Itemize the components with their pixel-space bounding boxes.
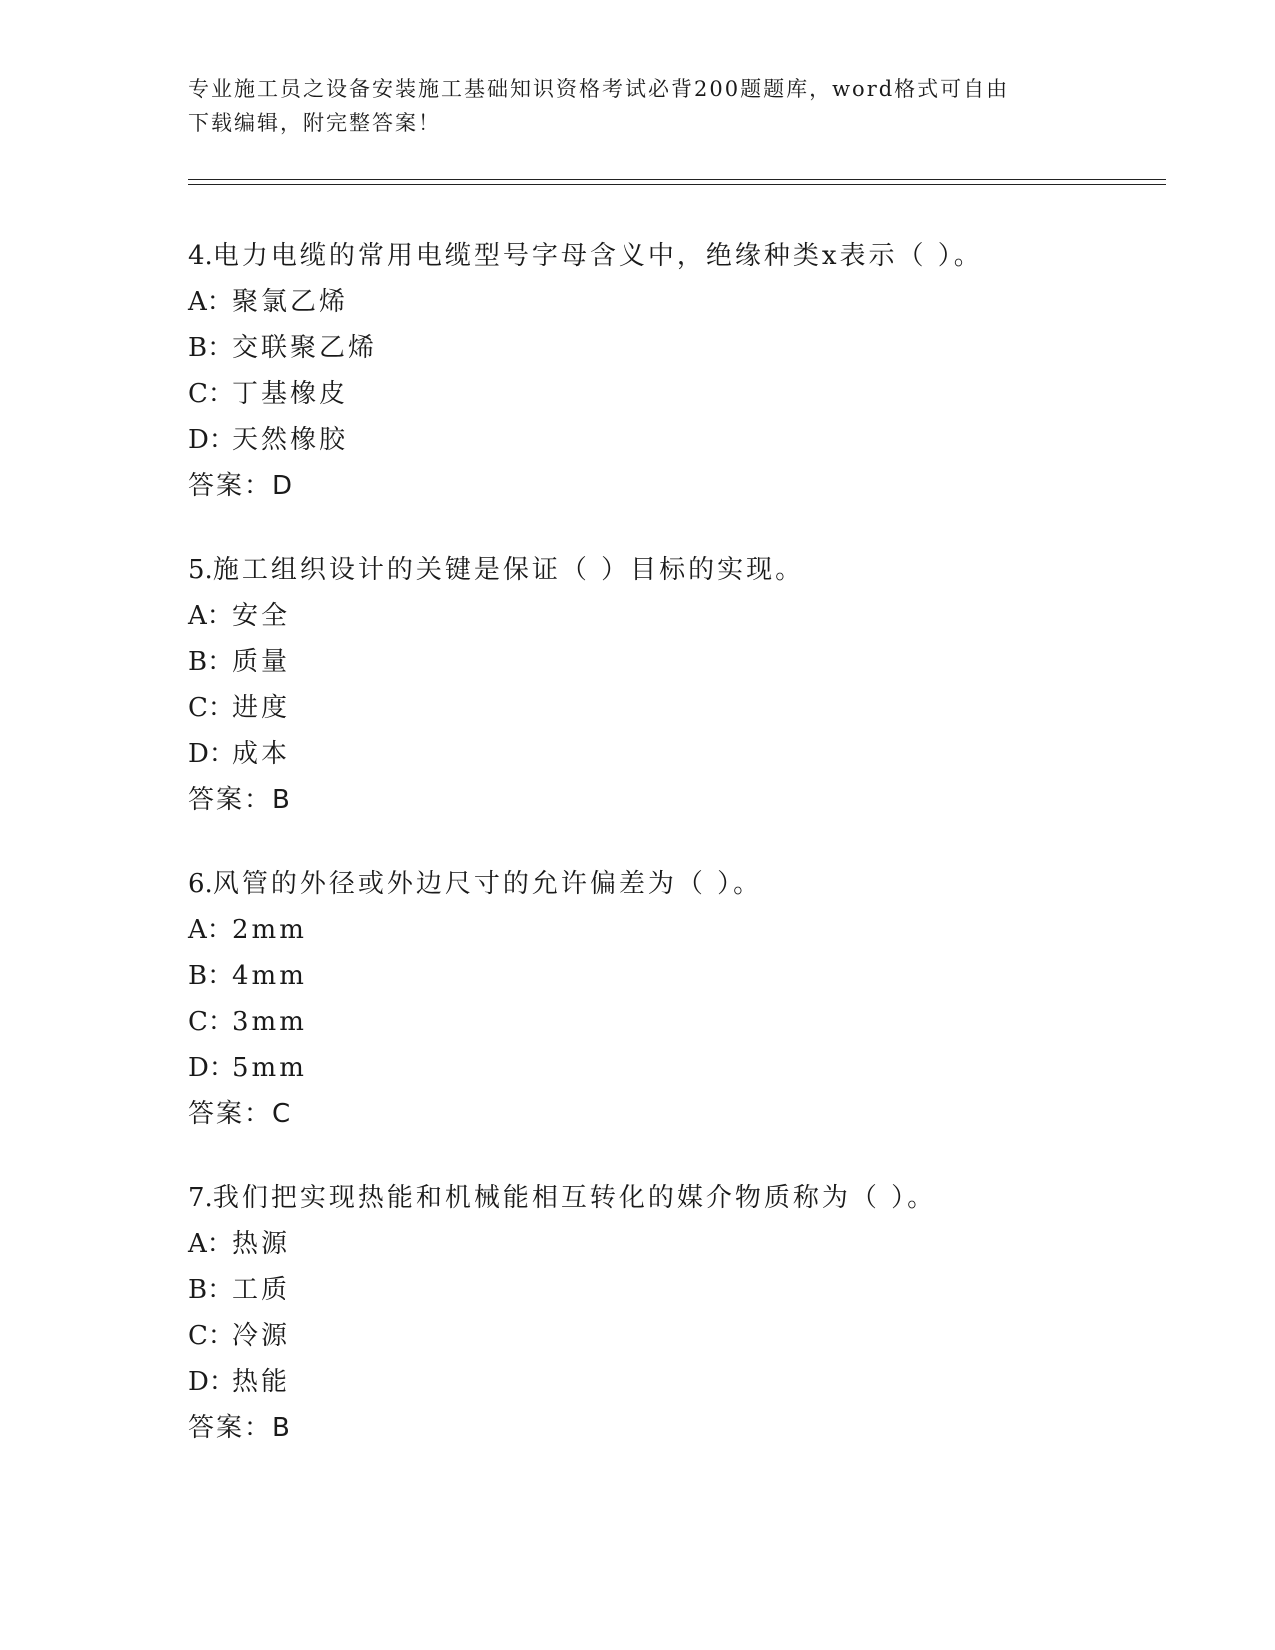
option-text: 天然橡胶	[232, 425, 349, 455]
option-key: D：	[188, 1367, 235, 1397]
option-b	[188, 1267, 1168, 1313]
option-key: B：	[188, 647, 234, 677]
option-a	[188, 279, 1168, 325]
question-number: 7.	[188, 1183, 213, 1213]
option-d	[188, 1359, 1168, 1405]
option-a	[188, 907, 1168, 953]
header-line-2: 下载编辑，附完整答案！	[188, 111, 441, 135]
option-key: B：	[188, 961, 234, 991]
option-key: D：	[188, 425, 235, 455]
header-divider-bottom	[188, 184, 1166, 185]
question-number: 5.	[188, 555, 213, 585]
option-key: A：	[188, 1229, 233, 1259]
option-c	[188, 1313, 1168, 1359]
question-list	[188, 233, 1168, 1489]
option-text: 2mm	[232, 915, 307, 945]
question-item	[188, 1175, 1168, 1451]
option-text: 冷源	[232, 1321, 291, 1351]
option-key: C：	[188, 1321, 234, 1351]
option-d	[188, 1045, 1168, 1091]
option-text: 质量	[232, 647, 291, 677]
question-text: 电力电缆的常用电缆型号字母含义中，绝缘种类x表示（ ）。	[212, 241, 983, 271]
header-line-1: 专业施工员之设备安装施工基础知识资格考试必背200题题库，word格式可自由	[188, 77, 1010, 101]
document-header	[188, 72, 1088, 140]
option-text: 安全	[232, 601, 291, 631]
option-a	[188, 593, 1168, 639]
option-b	[188, 639, 1168, 685]
question-stem	[188, 861, 1168, 907]
question-text: 风管的外径或外边尺寸的允许偏差为（ ）。	[212, 869, 763, 899]
option-b	[188, 325, 1168, 371]
option-key: C：	[188, 693, 234, 723]
question-item	[188, 861, 1168, 1137]
question-stem	[188, 233, 1168, 279]
option-c	[188, 999, 1168, 1045]
option-key: D：	[188, 739, 235, 769]
option-text: 工质	[232, 1275, 291, 1305]
question-item	[188, 547, 1168, 823]
option-text: 4mm	[232, 961, 307, 991]
option-text: 3mm	[232, 1007, 307, 1037]
option-key: C：	[188, 379, 234, 409]
option-text: 聚氯乙烯	[232, 287, 349, 317]
option-b	[188, 953, 1168, 999]
option-d	[188, 731, 1168, 777]
answer-line: 答案：B	[188, 1413, 292, 1443]
option-text: 丁基橡皮	[232, 379, 349, 409]
option-key: B：	[188, 1275, 234, 1305]
option-c	[188, 371, 1168, 417]
question-stem	[188, 547, 1168, 593]
answer-line: 答案：B	[188, 785, 292, 815]
question-item	[188, 233, 1168, 509]
answer-line: 答案：D	[188, 471, 295, 501]
option-text: 成本	[232, 739, 291, 769]
question-stem	[188, 1175, 1168, 1221]
question-number: 4.	[188, 241, 213, 271]
option-a	[188, 1221, 1168, 1267]
option-text: 交联聚乙烯	[232, 333, 378, 363]
question-number: 6.	[188, 869, 213, 899]
header-divider-top	[188, 179, 1166, 180]
question-text: 我们把实现热能和机械能相互转化的媒介物质称为（ ）。	[212, 1183, 937, 1213]
option-text: 热能	[232, 1367, 291, 1397]
question-text: 施工组织设计的关键是保证（ ）目标的实现。	[212, 555, 805, 585]
option-text: 热源	[232, 1229, 291, 1259]
option-key: A：	[188, 601, 233, 631]
option-key: A：	[188, 915, 233, 945]
option-d	[188, 417, 1168, 463]
option-c	[188, 685, 1168, 731]
option-text: 5mm	[232, 1053, 307, 1083]
answer-line: 答案：C	[188, 1099, 293, 1129]
option-key: B：	[188, 333, 234, 363]
option-text: 进度	[232, 693, 291, 723]
option-key: A：	[188, 287, 233, 317]
option-key: D：	[188, 1053, 235, 1083]
option-key: C：	[188, 1007, 234, 1037]
